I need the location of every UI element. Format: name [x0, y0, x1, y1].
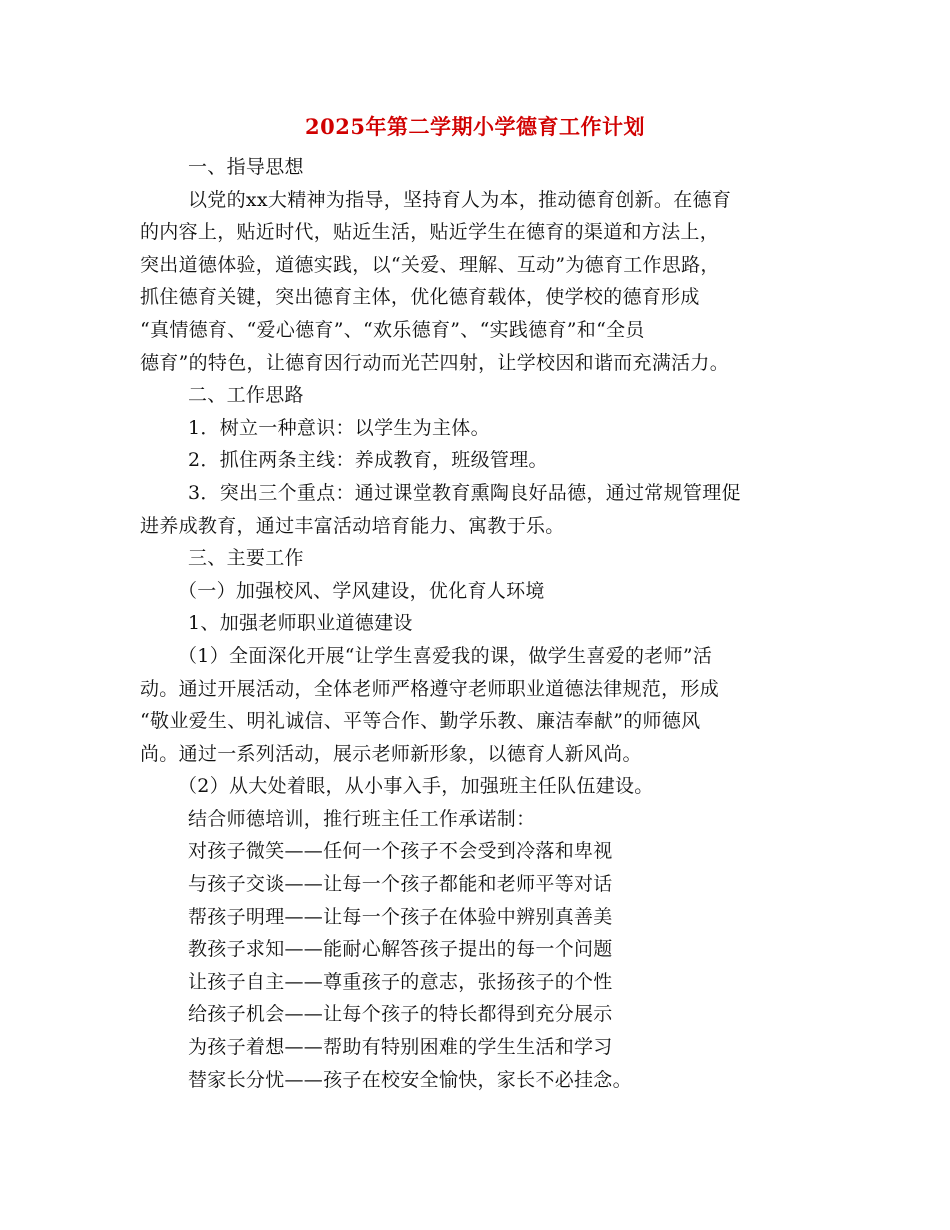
pledge-item: 替家长分忧——孩子在校安全愉快，家长不必挂念。: [188, 1068, 632, 1091]
paragraph-line: 动。通过开展活动，全体老师严格遵守老师职业道德法律规范，形成: [140, 677, 720, 700]
list-item: 2．抓住两条主线：养成教育，班级管理。: [188, 449, 548, 472]
pledge-item: 帮孩子明理——让每一个孩子在体验中辨别真善美: [188, 905, 613, 928]
section-heading: 二、工作思路: [188, 384, 304, 407]
paragraph-line: 尚。通过一系列活动，展示老师新形象，以德育人新风尚。: [140, 742, 642, 765]
paragraph-line: 的内容上，贴近时代，贴近生活，贴近学生在德育的渠道和方法上，: [140, 221, 720, 244]
pledge-item: 为孩子着想——帮助有特别困难的学生生活和学习: [188, 1036, 613, 1059]
subsection-heading: 1、加强老师职业道德建设: [188, 612, 413, 635]
paragraph-line: “敬业爱生、明礼诚信、平等合作、勤学乐教、廉洁奉献”的师德风: [140, 710, 701, 733]
section-heading: 一、指导思想: [188, 156, 304, 178]
document-body: [140, 151, 815, 1096]
pledge-item: 让孩子自主——尊重孩子的意志，张扬孩子的个性: [188, 970, 613, 993]
paragraph-line: 结合师德培训，推行班主任工作承诺制：: [188, 807, 536, 830]
paragraph-line: 进养成教育，通过丰富活动培育能力、寓教于乐。: [140, 514, 565, 537]
paragraph-line: 突出道德体验，道德实践，以“关爱、理解、互动”为德育工作思路，: [140, 253, 720, 276]
paragraph-line: 以党的xx大精神为指导，坚持育人为本，推动德育创新。在德育: [188, 188, 732, 211]
section-heading: 三、主要工作: [188, 547, 304, 570]
paragraph-line: （1）全面深化开展“让学生喜爱我的课，做学生喜爱的老师”活: [178, 644, 713, 667]
paragraph-line: （2）从大处着眼，从小事入手，加强班主任队伍建设。: [178, 775, 654, 798]
pledge-item: 给孩子机会——让每个孩子的特长都得到充分展示: [188, 1003, 613, 1026]
list-item: 1．树立一种意识：以学生为主体。: [188, 416, 490, 439]
paragraph-line: 德育”的特色，让德育因行动而光芒四射，让学校因和谐而充满活力。: [140, 351, 730, 374]
pledge-item: 与孩子交谈——让每一个孩子都能和老师平等对话: [188, 873, 613, 896]
document-title: 2025年第二学期小学德育工作计划: [305, 114, 645, 139]
subsection-heading: （一）加强校风、学风建设，优化育人环境: [178, 579, 545, 602]
paragraph-line: “真情德育、“爱心德育”、“欢乐德育”、“实践德育”和“全员: [140, 318, 645, 341]
list-item: 3．突出三个重点：通过课堂教育熏陶良好品德，通过常规管理促: [188, 481, 741, 504]
pledge-item: 教孩子求知——能耐心解答孩子提出的每一个问题: [188, 938, 613, 961]
paragraph-line: 抓住德育关键，突出德育主体，优化德育载体，使学校的德育形成: [140, 286, 700, 309]
pledge-item: 对孩子微笑——任何一个孩子不会受到冷落和卑视: [188, 840, 613, 863]
